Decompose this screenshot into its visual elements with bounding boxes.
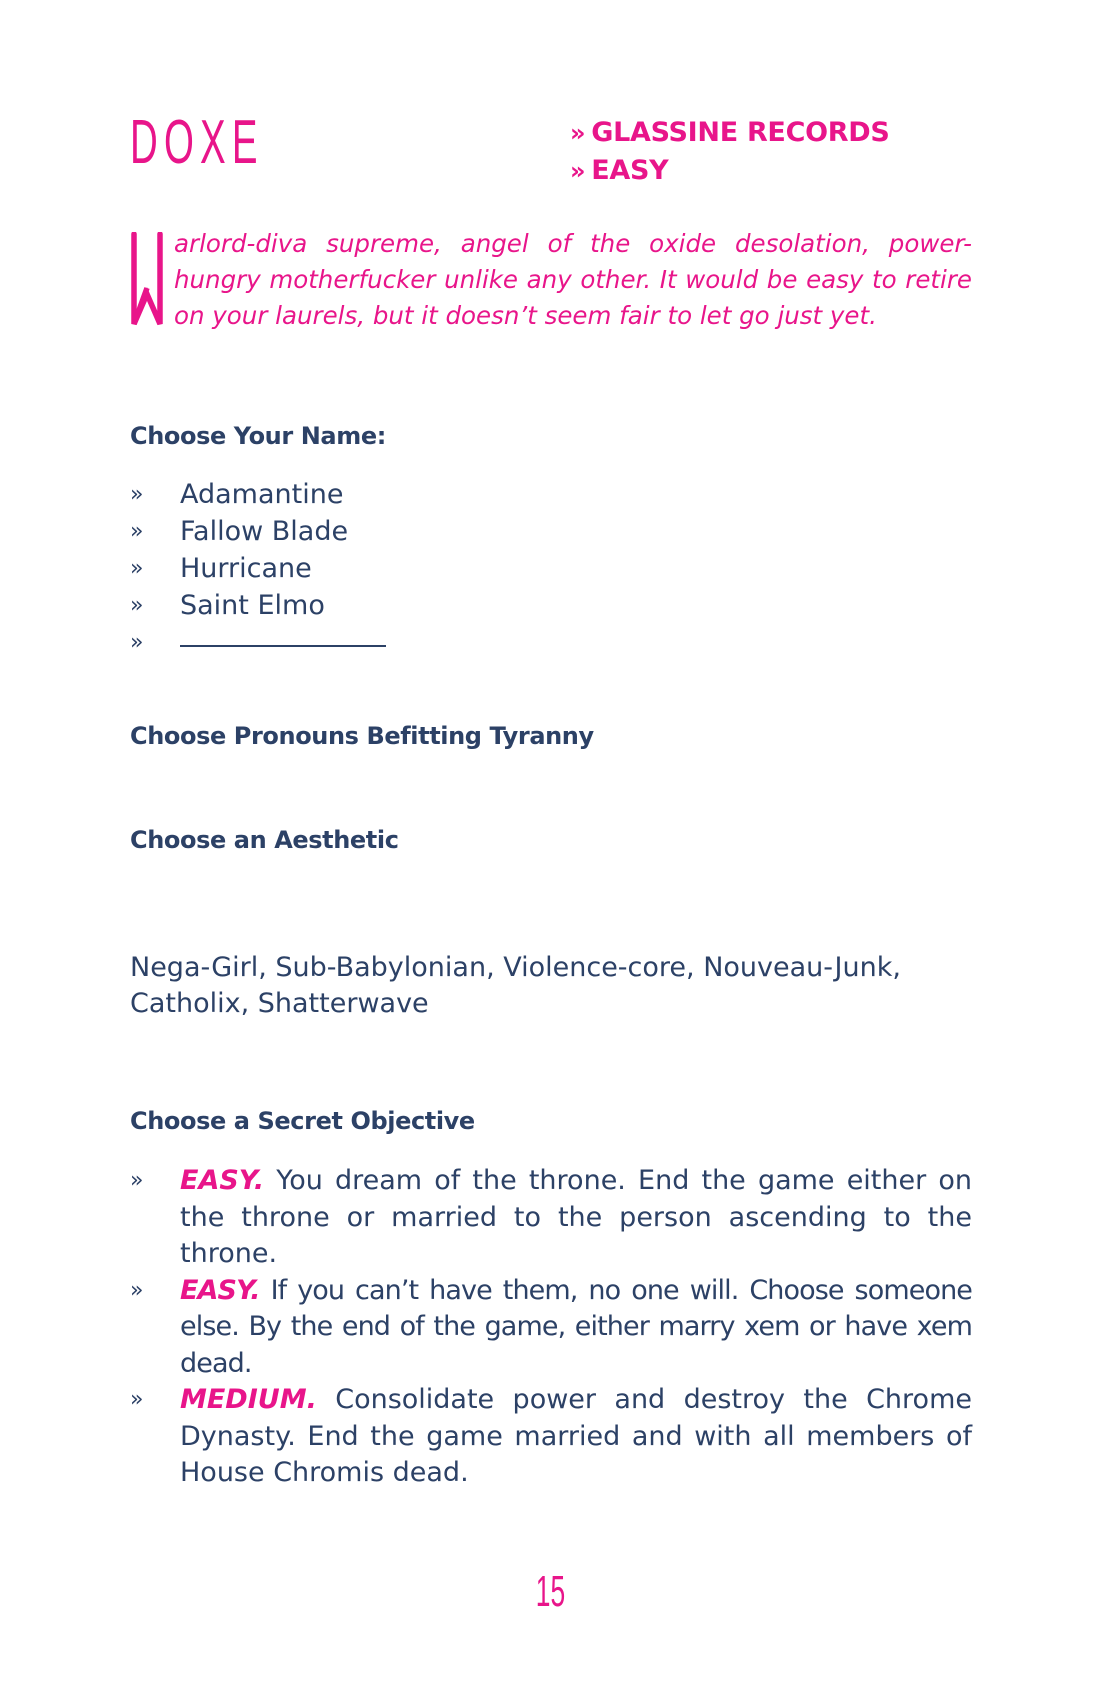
page-number-label: 15 <box>535 1567 565 1616</box>
name-option-label: Hurricane <box>180 553 312 584</box>
meta-difficulty-line <box>570 152 890 190</box>
objective-text: You dream of the throne. End the game either on the throne or married to the person ascending to the throne. <box>180 1165 972 1269</box>
double-chevron-right-icon: » <box>130 1168 144 1193</box>
name-option-blank[interactable] <box>130 624 386 661</box>
name-options-list <box>130 476 386 661</box>
name-option-label: Fallow Blade <box>180 516 349 547</box>
meta-difficulty: EASY <box>591 155 669 186</box>
dropcap-w-glyph <box>130 232 164 328</box>
meta-label-line <box>570 114 890 152</box>
objective-difficulty: EASY. <box>180 1274 260 1306</box>
name-option-label: Saint Elmo <box>180 590 325 621</box>
page-number <box>130 1567 970 1616</box>
intro-text: arlord-diva supreme, angel of the oxide desolation, power-hungry motherfucker unlike any other. It would be easy to retire on your laurels, but it doesn’t seem fair to let go just yet. <box>174 229 972 330</box>
double-chevron-right-icon: » <box>130 593 144 618</box>
name-option[interactable] <box>130 587 386 624</box>
character-meta <box>570 114 890 190</box>
double-chevron-right-icon: » <box>130 630 144 655</box>
name-option[interactable] <box>130 513 386 550</box>
objective-item[interactable] <box>130 1163 972 1273</box>
dropcap-w <box>130 232 164 330</box>
character-title: DOXE <box>130 108 264 177</box>
aesthetic-heading: Choose an Aesthetic <box>130 826 399 854</box>
double-chevron-right-icon: » <box>130 556 144 581</box>
double-chevron-right-icon: » <box>570 119 586 147</box>
objective-item[interactable] <box>130 1273 972 1383</box>
double-chevron-right-icon: » <box>130 519 144 544</box>
double-chevron-right-icon: » <box>130 1387 144 1412</box>
double-chevron-right-icon: » <box>130 1277 143 1303</box>
double-chevron-right-icon: » <box>130 482 144 507</box>
meta-label: GLASSINE RECORDS <box>591 117 890 148</box>
name-heading: Choose Your Name: <box>130 422 386 450</box>
objective-difficulty: MEDIUM. <box>180 1384 317 1415</box>
objective-list <box>130 1163 972 1492</box>
objective-difficulty: EASY. <box>180 1165 265 1196</box>
character-sheet-page <box>130 0 970 1700</box>
double-chevron-right-icon: » <box>570 157 586 185</box>
objective-text: Consolidate power and destroy the Chrome Dynasty. End the game married and with all members of House Chromis dead. <box>180 1384 972 1488</box>
aesthetic-options: Nega-Girl, Sub-Babylonian, Violence-core, Nouveau-Junk, Catholix, Shatterwave <box>130 952 901 1019</box>
objective-heading: Choose a Secret Objective <box>130 1107 475 1135</box>
pronouns-heading: Choose Pronouns Befitting Tyranny <box>130 722 594 750</box>
objective-text: If you can’t have them, no one will. Choose someone else. By the end of the game, either marry xem or have xem dead. <box>180 1274 972 1379</box>
intro-paragraph <box>130 226 972 334</box>
name-option-label: Adamantine <box>180 479 344 510</box>
name-option[interactable] <box>130 476 386 513</box>
objective-item[interactable] <box>130 1382 972 1492</box>
write-in-name-line[interactable] <box>180 645 386 647</box>
name-option[interactable] <box>130 550 386 587</box>
